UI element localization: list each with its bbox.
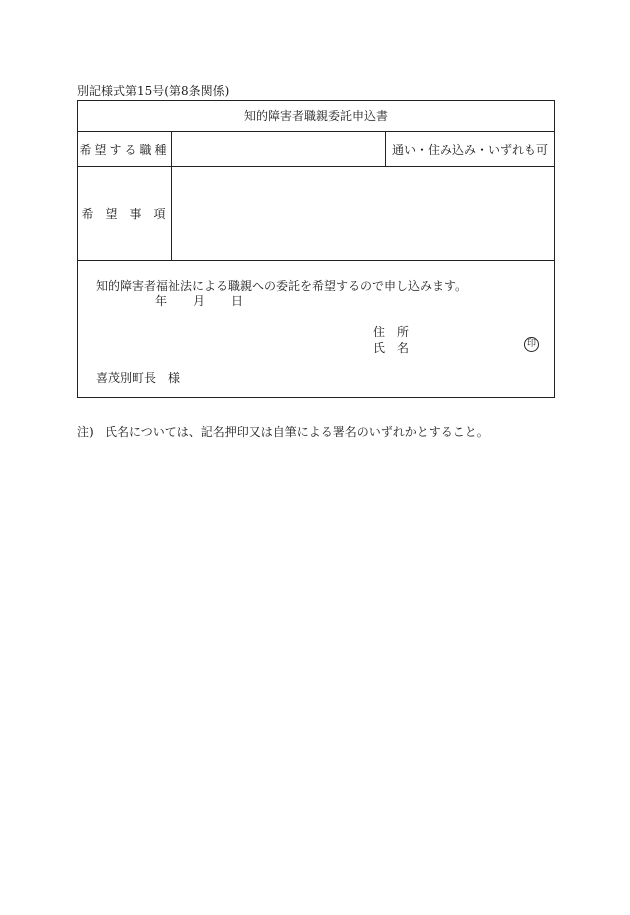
wishes-field[interactable] [172,167,554,260]
addressee-honorific: 様 [168,371,181,385]
seal-mark-icon: 印 [524,337,539,352]
application-form [77,100,555,398]
form-title: 知的障害者職親委託申込書 [78,101,554,132]
desired-job-row [78,132,554,167]
date-line [155,292,243,309]
address-label: 住所 [373,325,422,339]
commute-option-text: 通い・住み込み・いずれも可 [391,142,548,157]
footnote-mark: 注) [77,425,94,439]
year-label: 年 [155,294,168,308]
desired-job-field[interactable] [172,132,386,166]
footnote-text: 氏名については、記名押印又は自筆による署名のいずれかとすること。 [105,425,489,439]
month-label: 月 [193,294,206,308]
form-number-label: 別記様式第15号(第8条関係) [77,84,230,98]
addressee-name: 喜茂別町長 [96,371,157,385]
desired-job-label: 希望する職種 [78,132,172,166]
name-label: 氏名 [373,341,422,355]
wishes-row [78,167,554,261]
request-statement: 知的障害者福祉法による職親への委託を希望するので申し込みます。 [96,279,468,293]
day-label: 日 [231,294,244,308]
addressee [96,369,180,386]
wishes-label: 希望事項 [78,167,172,260]
footnote [77,423,489,440]
request-section [78,261,554,398]
